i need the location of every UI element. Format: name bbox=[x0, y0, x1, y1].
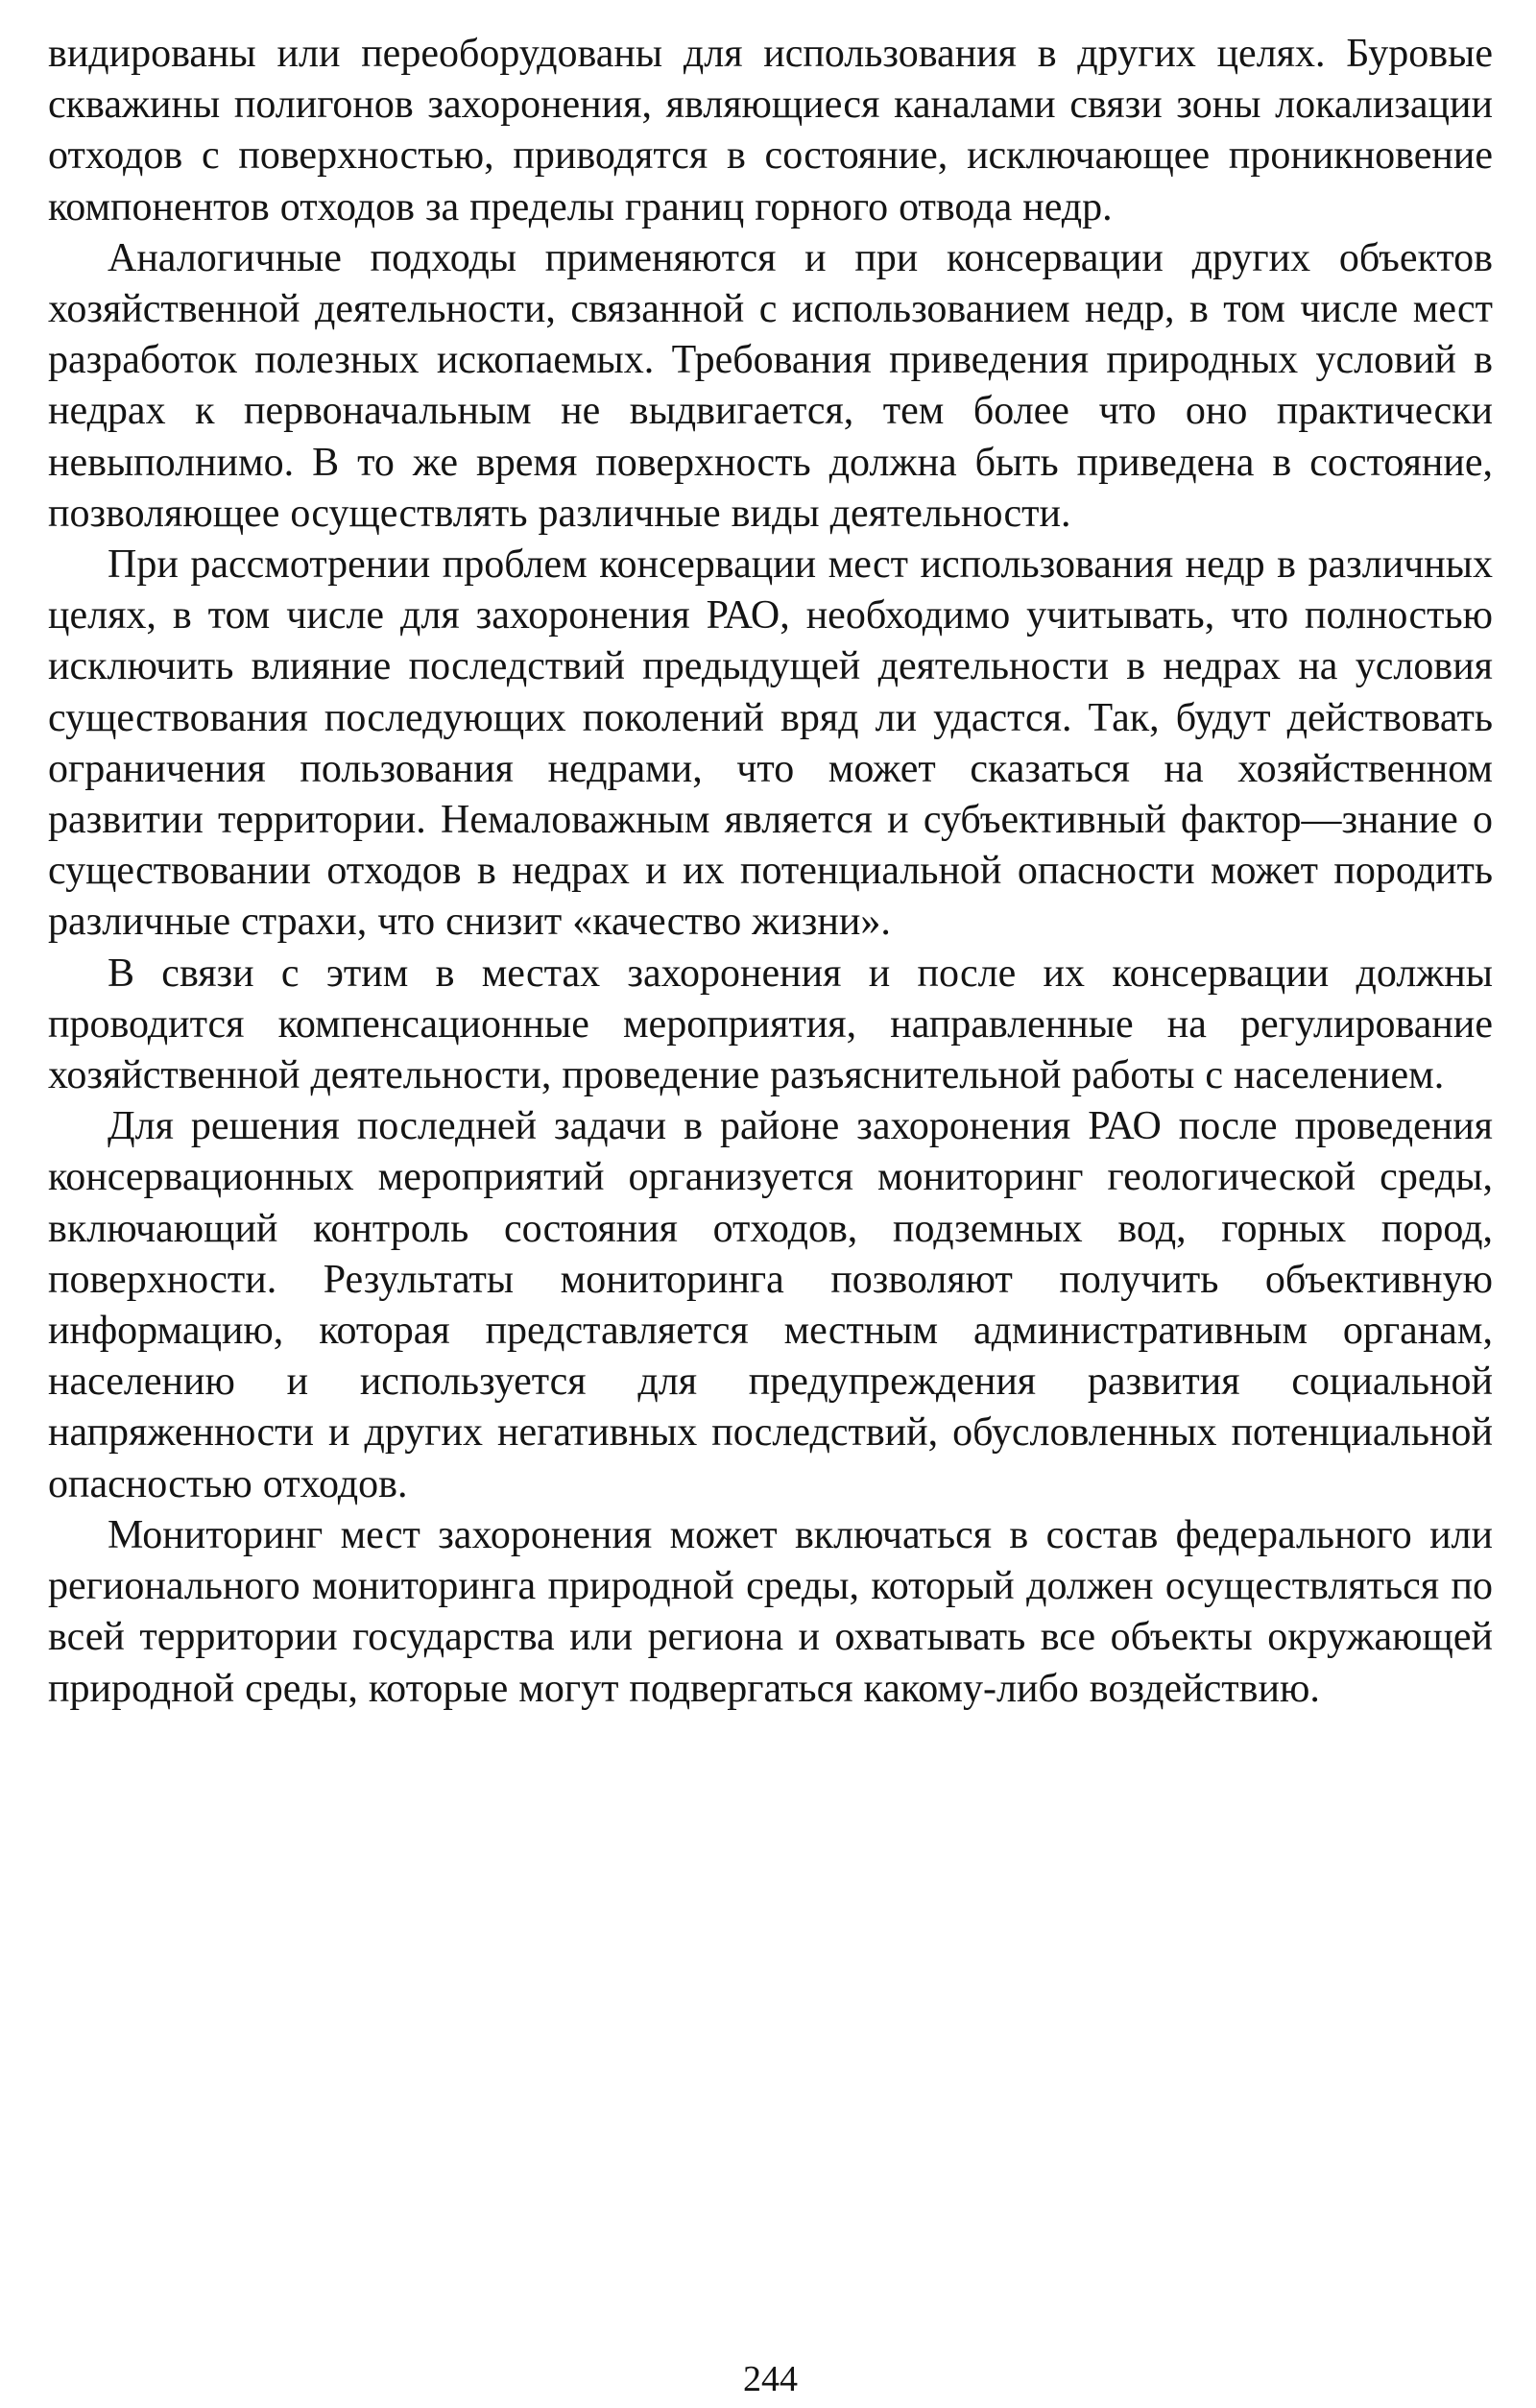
page-number: 244 bbox=[743, 2359, 798, 2399]
paragraph-5: Для решения последней задачи в районе захоронения РАО после проведения консервационных мероприятий организуется мониторинг геологической среды, включающий контроль состояния отходов, подземных вод, горных пород, поверхности. Результаты мониторинга позволяют получить объективную информацию, которая представляется местным административным органам, населению и используется для предупреждения развития социальной напряженности и других негативных последствий, обусловленных потенциальной опасностью отходов. bbox=[48, 1104, 1493, 1506]
document-page bbox=[48, 29, 1493, 2399]
paragraph-3: При рассмотрении проблем консервации мест использования недр в различных целях, в том числе для захоронения РАО, необходимо учитывать, что полностью исключить влияние последствий предыдущей деятельности в недрах на условия существования последующих поколений вряд ли удастся. Так, будут действовать ограничения пользования недрами, что может сказаться на хозяйственном развитии территории. Немаловажным является и субъективный фактор—знание о существовании отходов в недрах и их потенциальной опасности может породить различные страхи, что снизит «качество жизни». bbox=[48, 542, 1493, 945]
paragraph-1-continuation: видированы или переоборудованы для использования в других целях. Буровые скважины полигонов захоронения, являющиеся каналами связи зоны локализации отходов с поверхностью, приводятся в состояние, исключающее проникновение компонентов отходов за пределы границ горного отвода недр. bbox=[48, 32, 1493, 229]
paragraph-4: В связи с этим в местах захоронения и после их консервации должны проводится компенсационные мероприятия, направленные на регулирование хозяйственной деятельности, проведение разъяснительной работы с населением. bbox=[48, 951, 1493, 1098]
paragraph-2: Аналогичные подходы применяются и при консервации других объектов хозяйственной деятельности, связанной с использованием недр, в том числе мест разработок полезных ископаемых. Требования приведения природных условий в недрах к первоначальным не выдвигается, тем более что оно практически невыполнимо. В то же время поверхность должна быть приведена в состояние, позволяющее осуществлять различные виды деятельности. bbox=[48, 235, 1493, 536]
paragraph-6: Мониторинг мест захоронения может включаться в состав федерального или регионального мониторинга природной среды, который должен осуществляться по всей территории государства или региона и охватывать все объекты окружающей природной среды, которые могут подвергаться какому-либо воздействию. bbox=[48, 1512, 1493, 1711]
